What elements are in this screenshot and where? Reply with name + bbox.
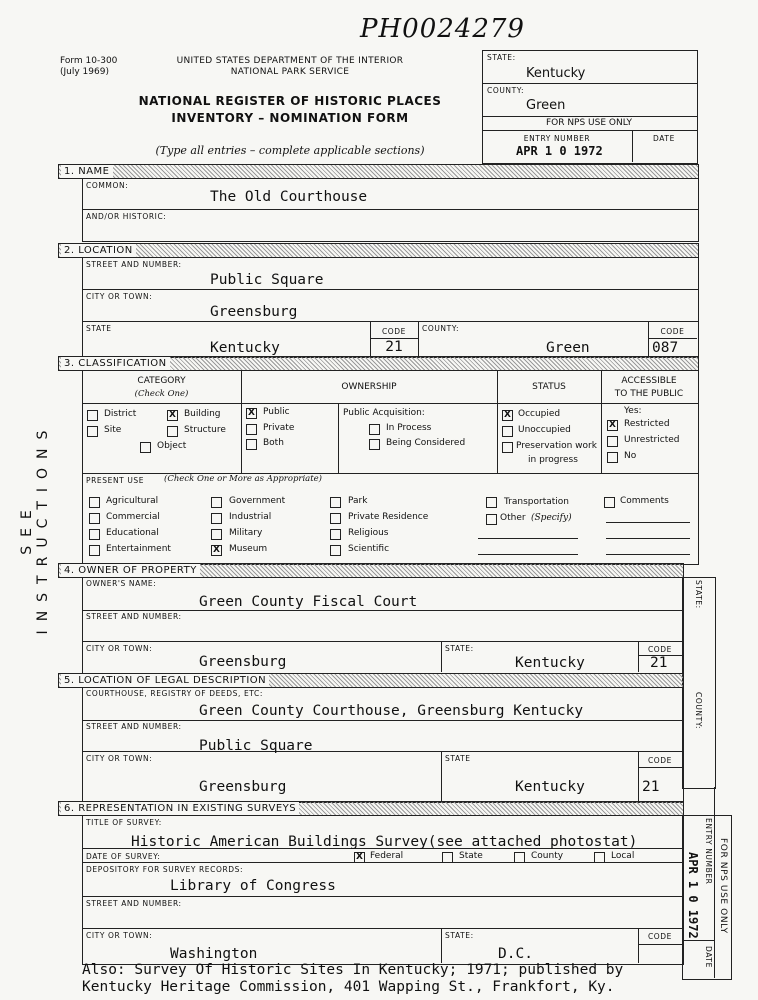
- survey-city-label: CITY OR TOWN:: [86, 931, 153, 940]
- top-state-value: Kentucky: [526, 66, 586, 81]
- use-military-checkbox[interactable]: [211, 529, 222, 540]
- use-religious-checkbox[interactable]: [330, 529, 341, 540]
- depository-label: DEPOSITORY FOR SURVEY RECORDS:: [86, 865, 244, 874]
- survey-state-field-value: D.C.: [498, 946, 533, 962]
- legal-code-label: CODE: [647, 756, 673, 765]
- check-one-note: (Check One): [134, 389, 189, 399]
- use-commercial-checkbox[interactable]: [89, 513, 100, 524]
- survey-title-label: TITLE OF SURVEY:: [86, 818, 162, 827]
- acq-considered-label: Being Considered: [386, 438, 466, 448]
- survey-title-value: Historic American Buildings Survey(see attached photostat): [131, 834, 638, 850]
- survey-federal-checkbox[interactable]: [354, 852, 365, 863]
- loc-street-label: STREET AND NUMBER:: [86, 260, 182, 269]
- loc-state-value: Kentucky: [210, 340, 280, 356]
- use-museum-label: Museum: [229, 544, 268, 554]
- form-title-line1: NATIONAL REGISTER OF HISTORIC PLACES: [138, 94, 442, 108]
- loc-city-value: Greensburg: [210, 304, 298, 320]
- form-number: Form 10-300: [60, 56, 118, 66]
- footer-note-line2: Kentucky Heritage Commission, 401 Wapping St., Frankfort, Ky.: [82, 979, 615, 995]
- section-location-title: 2. LOCATION: [61, 244, 136, 257]
- section-name-band: [58, 164, 699, 179]
- cat-structure-label: Structure: [184, 425, 226, 435]
- use-agricultural-checkbox[interactable]: [89, 497, 100, 508]
- owner-code-value: 21: [650, 655, 668, 671]
- cat-district-checkbox[interactable]: [87, 410, 98, 421]
- loc-county-label: COUNTY:: [422, 324, 460, 333]
- use-religious-label: Religious: [348, 528, 389, 538]
- section-classification-title: 3. CLASSIFICATION: [61, 357, 170, 370]
- access-restricted-checkbox[interactable]: [607, 420, 618, 431]
- use-government-label: Government: [229, 496, 286, 506]
- survey-county-label: County: [531, 851, 564, 861]
- section-classification-band: [58, 356, 699, 371]
- access-no-checkbox[interactable]: [607, 452, 618, 463]
- instructions: (Type all entries – complete applicable sections): [155, 144, 425, 157]
- cat-building-label: Building: [184, 409, 221, 419]
- survey-state-label: State: [459, 851, 483, 861]
- courthouse-label: COURTHOUSE, REGISTRY OF DEEDS, ETC:: [86, 689, 263, 698]
- use-entertainment-checkbox[interactable]: [89, 545, 100, 556]
- section-name-title: 1. NAME: [61, 165, 113, 178]
- top-county-label: COUNTY:: [487, 86, 525, 95]
- access-no-label: No: [624, 451, 637, 461]
- legal-street-value: Public Square: [199, 738, 313, 754]
- owner-city-value: Greensburg: [199, 654, 287, 670]
- form-date: (July 1969): [60, 67, 109, 77]
- section-location-band: [58, 243, 699, 258]
- own-both-checkbox[interactable]: [246, 439, 257, 450]
- top-entry-label: ENTRY NUMBER: [523, 134, 591, 143]
- owner-street-label: STREET AND NUMBER:: [86, 612, 182, 621]
- owner-state-label: STATE:: [445, 644, 474, 653]
- cat-building-checkbox[interactable]: [167, 410, 178, 421]
- cat-structure-checkbox[interactable]: [167, 426, 178, 437]
- loc-state-label: STATE: [86, 324, 112, 333]
- section-surveys-title: 6. REPRESENTATION IN EXISTING SURVEYS: [61, 802, 299, 815]
- use-commercial-label: Commercial: [106, 512, 160, 522]
- use-museum-checkbox[interactable]: [211, 545, 222, 556]
- status-preservation-checkbox[interactable]: [502, 442, 513, 453]
- loc-code-label: CODE: [381, 327, 407, 336]
- use-private-residence-label: Private Residence: [348, 512, 429, 522]
- use-entertainment-label: Entertainment: [106, 544, 171, 554]
- accessible-header-2: TO THE PUBLIC: [614, 389, 684, 399]
- survey-city-value: Washington: [170, 946, 258, 962]
- acq-in-process-label: In Process: [386, 423, 432, 433]
- access-restricted-label: Restricted: [624, 419, 670, 429]
- status-unoccupied-checkbox[interactable]: [502, 426, 513, 437]
- legal-code-value: 21: [642, 779, 660, 795]
- top-state-label: STATE:: [487, 53, 516, 62]
- use-transportation-label: Transportation: [504, 497, 569, 507]
- use-park-checkbox[interactable]: [330, 497, 341, 508]
- ownership-header: OWNERSHIP: [341, 382, 397, 392]
- service: NATIONAL PARK SERVICE: [230, 67, 350, 77]
- use-specify-note: (Specify): [531, 513, 572, 523]
- side-entry-stamp: APR 1 0 1972: [686, 852, 700, 939]
- acq-considered-checkbox[interactable]: [369, 439, 380, 450]
- status-preservation-label-1: Preservation work: [516, 441, 597, 451]
- survey-federal-label: Federal: [370, 851, 404, 861]
- section-name-box: [82, 178, 699, 242]
- use-military-label: Military: [229, 528, 263, 538]
- status-header: STATUS: [532, 382, 566, 392]
- section-surveys-band: [58, 801, 684, 816]
- status-preservation-label-2: in progress: [528, 455, 578, 465]
- legal-state-label: STATE: [445, 754, 471, 763]
- form-title-line2: INVENTORY – NOMINATION FORM: [171, 111, 409, 125]
- use-other-label: Other: [500, 513, 526, 523]
- top-nps-label: FOR NPS USE ONLY: [545, 118, 633, 128]
- strip-county-label: COUNTY:: [694, 692, 703, 730]
- legal-state-value: Kentucky: [515, 779, 585, 795]
- common-label: COMMON:: [86, 181, 129, 190]
- use-educational-checkbox[interactable]: [89, 529, 100, 540]
- cat-site-checkbox[interactable]: [87, 426, 98, 437]
- survey-local-checkbox[interactable]: [594, 852, 605, 863]
- category-header: CATEGORY: [137, 376, 186, 386]
- loc-county-value: Green: [546, 340, 590, 356]
- acq-in-process-checkbox[interactable]: [369, 424, 380, 435]
- legal-city-value: Greensburg: [199, 779, 287, 795]
- section-owner-title: 4. OWNER OF PROPERTY: [61, 564, 200, 577]
- survey-code-label: CODE: [647, 932, 673, 941]
- loc-city-label: CITY OR TOWN:: [86, 292, 153, 301]
- own-public-checkbox[interactable]: [246, 408, 257, 419]
- right-side-strip: [682, 577, 716, 789]
- present-use-label: PRESENT USE: [86, 476, 145, 485]
- owner-name-label: OWNER'S NAME:: [86, 579, 157, 588]
- classification-box: [82, 370, 699, 565]
- loc-street-value: Public Square: [210, 272, 324, 288]
- access-unrestricted-checkbox[interactable]: [607, 436, 618, 447]
- use-scientific-checkbox[interactable]: [330, 545, 341, 556]
- legal-street-label: STREET AND NUMBER:: [86, 722, 182, 731]
- section-legal-band: [58, 673, 684, 688]
- legal-city-label: CITY OR TOWN:: [86, 754, 153, 763]
- survey-county-checkbox[interactable]: [514, 852, 525, 863]
- use-scientific-label: Scientific: [348, 544, 390, 554]
- status-occupied-checkbox[interactable]: [502, 410, 513, 421]
- historic-label: AND/OR HISTORIC:: [86, 212, 167, 221]
- use-industrial-checkbox[interactable]: [211, 513, 222, 524]
- strip-state-label: STATE:: [694, 580, 703, 609]
- side-date-label: DATE: [704, 946, 713, 968]
- status-unoccupied-label: Unoccupied: [518, 425, 571, 435]
- courthouse-value: Green County Courthouse, Greensburg Kentucky: [199, 703, 584, 719]
- present-use-note: (Check One or More as Appropriate): [164, 474, 322, 484]
- use-educational-label: Educational: [106, 528, 159, 538]
- own-both-label: Both: [263, 438, 284, 448]
- top-county-value: Green: [526, 98, 566, 113]
- use-private-residence-checkbox[interactable]: [330, 513, 341, 524]
- owner-city-label: CITY OR TOWN:: [86, 644, 153, 653]
- loc-code-value: 21: [385, 339, 403, 355]
- survey-street-label: STREET AND NUMBER:: [86, 899, 182, 908]
- cat-district-label: District: [104, 409, 137, 419]
- side-instructions: SEE INSTRUCTIONS: [19, 421, 51, 635]
- survey-local-label: Local: [611, 851, 635, 861]
- use-transportation-checkbox[interactable]: [486, 497, 497, 508]
- cat-site-label: Site: [104, 425, 122, 435]
- access-unrestricted-label: Unrestricted: [624, 435, 680, 445]
- section-legal-title: 5. LOCATION OF LEGAL DESCRIPTION: [61, 674, 269, 687]
- owner-box: [82, 577, 684, 674]
- own-private-label: Private: [263, 423, 295, 433]
- depository-value: Library of Congress: [170, 878, 336, 894]
- use-comments-checkbox[interactable]: [604, 497, 615, 508]
- department: UNITED STATES DEPARTMENT OF THE INTERIOR: [176, 56, 404, 66]
- loc-county-code-value: 087: [652, 340, 679, 356]
- cat-object-label: Object: [157, 441, 187, 451]
- handwritten-id: PH0024279: [360, 14, 525, 44]
- access-yes-label: Yes:: [624, 406, 642, 416]
- own-public-label: Public: [263, 407, 290, 417]
- use-agricultural-label: Agricultural: [106, 496, 159, 506]
- use-other-checkbox[interactable]: [486, 514, 497, 525]
- side-entry-label: ENTRY NUMBER: [704, 818, 713, 885]
- status-occupied-label: Occupied: [518, 409, 561, 419]
- top-date-label: DATE: [653, 134, 675, 143]
- use-park-label: Park: [348, 496, 368, 506]
- side-nps-label: FOR NPS USE ONLY: [718, 838, 728, 934]
- top-entry-stamp: APR 1 0 1972: [516, 144, 603, 158]
- survey-state-checkbox[interactable]: [442, 852, 453, 863]
- survey-date-label: DATE OF SURVEY:: [86, 852, 161, 861]
- public-acquisition-label: Public Acquisition:: [343, 408, 425, 418]
- owner-name-value: Green County Fiscal Court: [199, 594, 418, 610]
- own-private-checkbox[interactable]: [246, 424, 257, 435]
- cat-object-checkbox[interactable]: [140, 442, 151, 453]
- accessible-header-1: ACCESSIBLE: [621, 376, 677, 386]
- survey-state-field-label: STATE:: [445, 931, 474, 940]
- use-comments-label: Comments: [620, 496, 669, 506]
- loc-county-code-label: CODE: [660, 327, 685, 336]
- owner-code-label: CODE: [647, 645, 673, 654]
- common-name-value: The Old Courthouse: [210, 189, 368, 205]
- footer-note-line1: Also: Survey Of Historic Sites In Kentucky; 1971; published by: [82, 962, 624, 978]
- owner-state-value: Kentucky: [515, 655, 585, 671]
- use-government-checkbox[interactable]: [211, 497, 222, 508]
- use-industrial-label: Industrial: [229, 512, 272, 522]
- section-owner-band: [58, 563, 684, 578]
